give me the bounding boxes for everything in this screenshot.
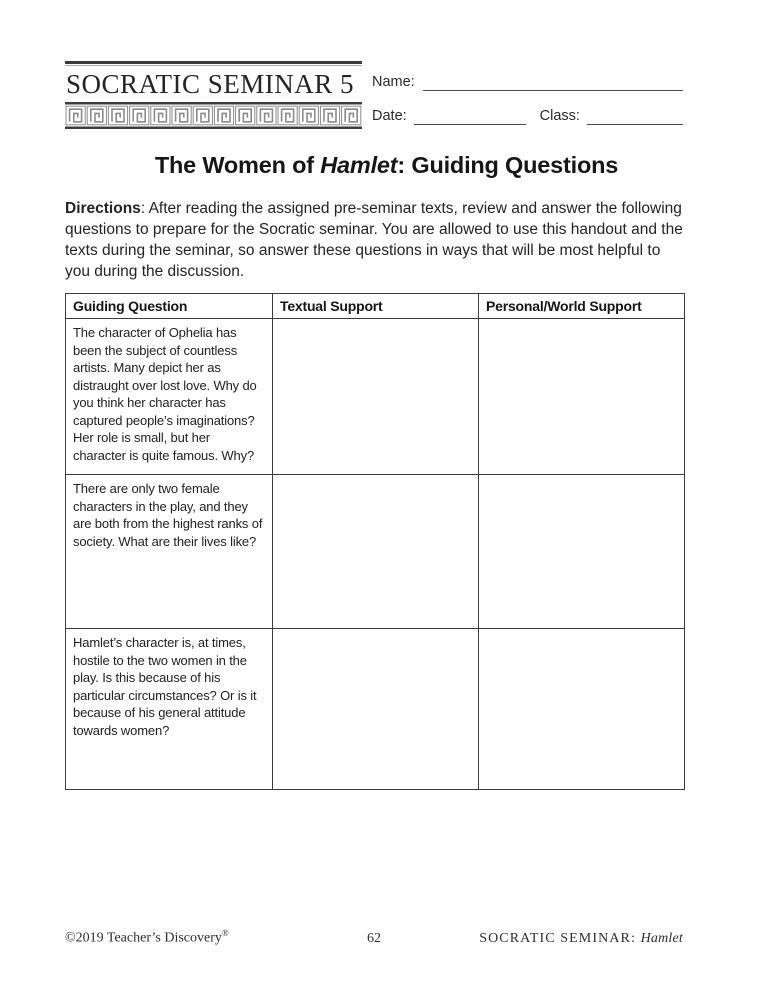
question-cell: The character of Ophelia has been the subject of countless artists. Many depict her as distraught over lost love. Why do you think her character has captured people’s imaginations? Her role is small, but her character is quite famous. Why? — [66, 319, 273, 475]
copyright-text — [65, 928, 367, 947]
greek-key-border-icon — [65, 102, 362, 129]
guiding-questions-table — [65, 293, 685, 790]
page-title-work: Hamlet — [320, 152, 398, 178]
table-row — [66, 475, 685, 629]
footer-series-work: Hamlet — [640, 930, 683, 946]
textual-support-answer-cell[interactable] — [273, 319, 479, 475]
page-footer — [65, 928, 683, 947]
class-label: Class: — [539, 108, 580, 124]
header-guiding-question: Guiding Question — [66, 294, 273, 319]
question-cell: Hamlet’s character is, at times, hostile to the two women in the play. Is this because of his particular circumstances? Or is it because of his general attitude towards women? — [66, 629, 273, 790]
masthead — [65, 61, 362, 129]
page-title — [0, 152, 773, 179]
page-title-pre: The Women of — [154, 152, 321, 178]
directions-label: Directions — [65, 200, 141, 217]
student-info-fields — [372, 74, 683, 125]
directions-paragraph — [65, 198, 689, 282]
page-number: 62 — [367, 930, 381, 946]
registered-mark: ® — [221, 928, 229, 938]
footer-series-title — [381, 931, 683, 947]
table-row — [66, 629, 685, 790]
table-row — [66, 319, 685, 475]
textual-support-answer-cell[interactable] — [273, 629, 479, 790]
date-class-field-row — [372, 108, 683, 125]
personal-world-answer-cell[interactable] — [479, 475, 685, 629]
name-label: Name: — [372, 74, 415, 90]
textual-support-answer-cell[interactable] — [273, 475, 479, 629]
name-field-row — [372, 74, 683, 91]
personal-world-answer-cell[interactable] — [479, 319, 685, 475]
masthead-top-rule — [65, 61, 362, 64]
page-title-post: : Guiding Questions — [397, 152, 619, 178]
table-header-row — [66, 294, 685, 319]
directions-text: : After reading the assigned pre-seminar texts, review and answer the following questions to prepare for the Socratic seminar. You are allowed to use this handout and the texts during the seminar, so answer these questions in ways that will be most helpful to you during the discussion. — [65, 200, 683, 280]
class-input-line[interactable] — [587, 108, 683, 125]
footer-series-name: SOCRATIC SEMINAR: — [479, 930, 641, 946]
copyright-body: ©2019 Teacher’s Discovery — [65, 930, 222, 946]
question-cell: There are only two female characters in the play, and they are both from the highest ranks of society. What are their lives like? — [66, 475, 273, 629]
date-input-line[interactable] — [414, 108, 526, 125]
personal-world-answer-cell[interactable] — [479, 629, 685, 790]
header-personal-world-support: Personal/World Support — [479, 294, 685, 319]
name-input-line[interactable] — [423, 74, 683, 91]
date-label: Date: — [372, 108, 407, 124]
series-logo-title: SOCRATIC SEMINAR 5 — [66, 69, 355, 99]
header-textual-support: Textual Support — [273, 294, 479, 319]
